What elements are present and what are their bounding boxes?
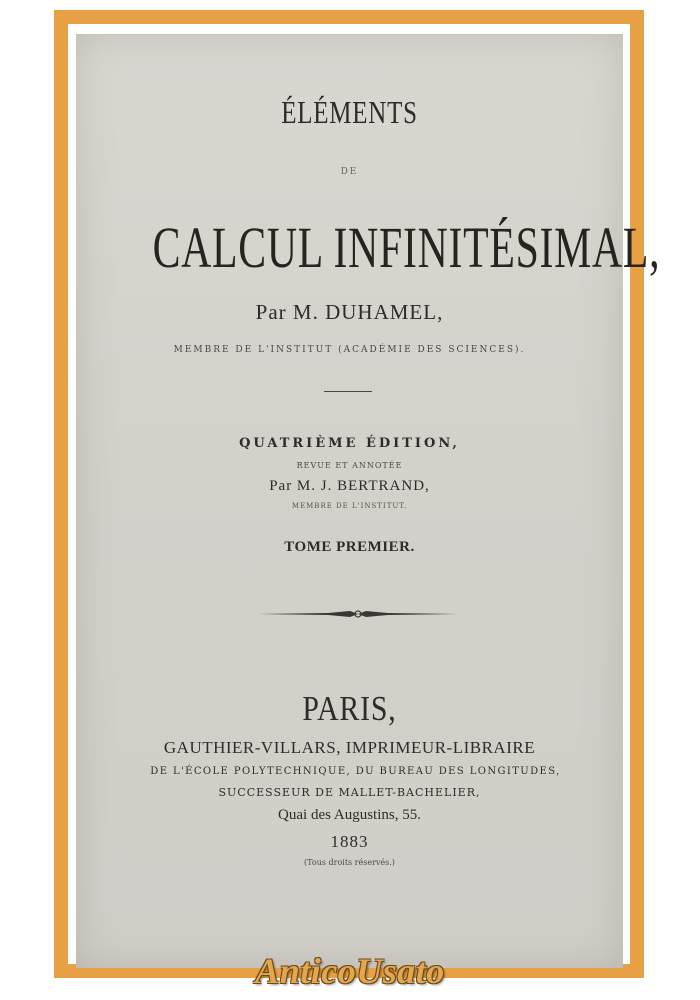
short-divider xyxy=(324,391,372,392)
rights-line: (Tous droits réservés.) xyxy=(304,858,395,867)
publisher-detail: DE L'ÉCOLE POLYTECHNIQUE, DU BUREAU DES LONGITUDES, xyxy=(150,766,561,777)
title-page xyxy=(76,34,661,968)
heading-elements: ÉLÉMENTS xyxy=(281,94,418,130)
editor-membership: MEMBRE DE L'INSTITUT. xyxy=(291,502,408,510)
year-line: 1883 xyxy=(330,832,369,851)
address-line: Quai des Augustins, 55. xyxy=(278,807,421,823)
author-membership: MEMBRE DE L'INSTITUT (ACADÉMIE DES SCIENCES). xyxy=(173,345,526,355)
volume-line: TOME PREMIER. xyxy=(284,539,415,555)
author-line: Par M. DUHAMEL, xyxy=(255,300,444,324)
heading-de: DE xyxy=(340,167,359,177)
revue-line: REVUE ET ANNOTÉE xyxy=(296,461,403,470)
main-title: CALCUL INFINITÉSIMAL, xyxy=(152,215,661,280)
edition-line: QUATRIÈME ÉDITION, xyxy=(239,436,460,451)
city-line: PARIS, xyxy=(302,689,397,728)
successor-line: SUCCESSEUR DE MALLET-BACHELIER, xyxy=(218,786,481,799)
editor-line: Par M. J. BERTRAND, xyxy=(269,478,430,494)
watermark-logo: AnticoUsato xyxy=(255,951,445,991)
publisher-line: GAUTHIER-VILLARS, IMPRIMEUR-LIBRAIRE xyxy=(163,738,536,757)
ornament-divider xyxy=(258,608,458,620)
